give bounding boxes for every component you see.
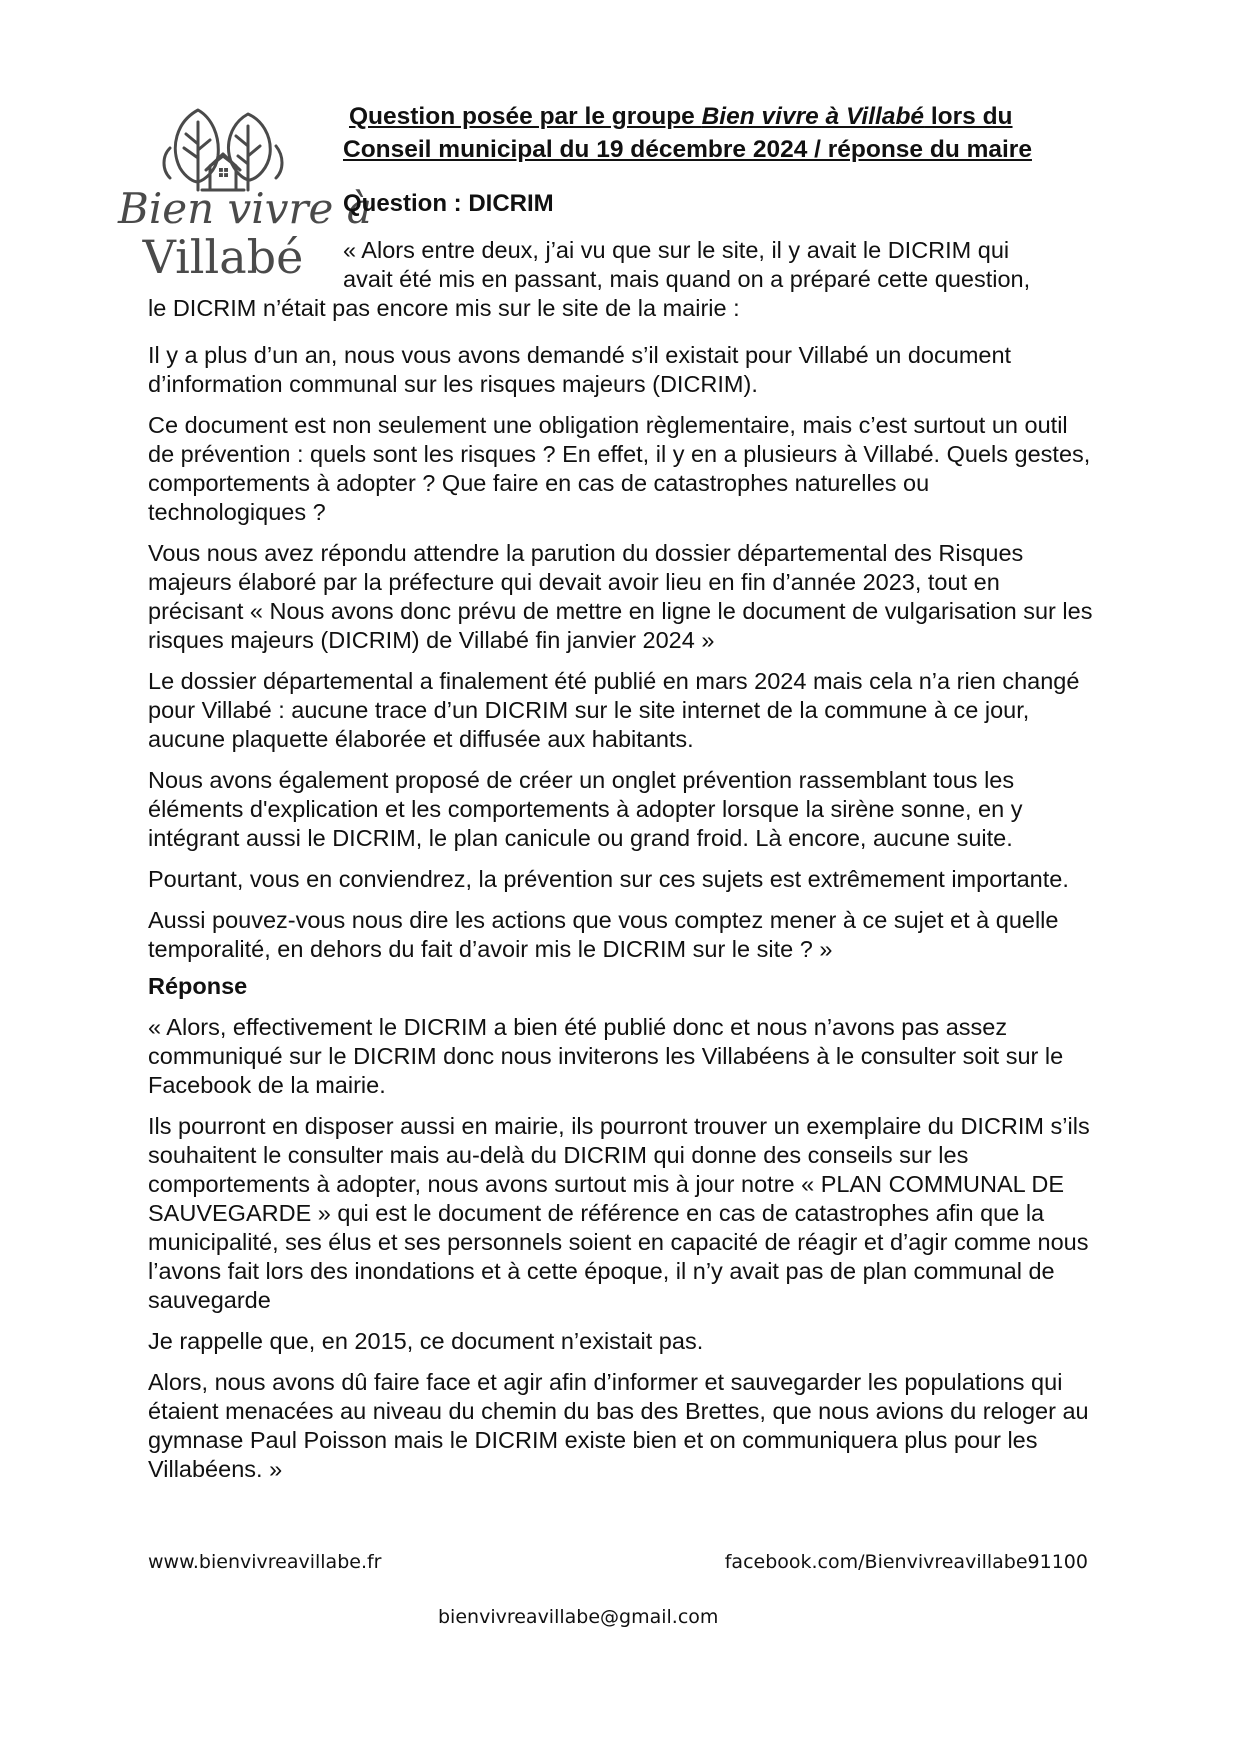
response-paragraph: « Alors, effectivement le DICRIM a bien été publié donc et nous n’avons pas assez communiqué sur le DICRIM donc nous inviterons les Villabéens à le consulter soit sur le Facebook de la mairie.: [148, 1014, 1064, 1098]
intro-line: « Alors entre deux, j’ai vu que sur le site, il y avait le DICRIM qui: [343, 237, 1010, 263]
title-line-2: Conseil municipal du 19 décembre 2024 / réponse du maire: [343, 136, 1032, 163]
title-group-name: Bien vivre à Villabé: [701, 103, 925, 130]
question-paragraph: Vous nous avez répondu attendre la parution du dossier départemental des Risques majeurs élaboré par la préfecture qui devait avoir lieu en fin d’année 2023, tout en précisant « Nous avons donc prévu de mettre en ligne le document de vulgarisation sur les risques majeurs (DICRIM) de Villabé fin janvier 2024 »: [148, 540, 1093, 653]
title-suffix: lors du: [924, 103, 1013, 130]
question-paragraph: Pourtant, vous en conviendrez, la prévention sur ces sujets est extrêmement importante.: [148, 866, 1069, 892]
footer-facebook[interactable]: facebook.com/Bienvivreavillabe91100: [724, 1551, 1088, 1573]
response-paragraph: Ils pourront en disposer aussi en mairie, ils pourront trouver un exemplaire du DICRIM s’ils souhaitent le consulter mais au-delà du DICRIM qui donne des conseils sur les comportements à adopter, nous avons surtout mis à jour notre « PLAN COMMUNAL DE SAUVEGARDE » qui est le document de référence en cas de catastrophes afin que la municipalité, ses élus et ses personnels soient en capacité de réagir et d’agir comme nous l’avons fait lors des inondations et à cette époque, il n’y avait pas de plan communal de sauvegarde: [148, 1113, 1090, 1313]
response-heading: Réponse: [148, 973, 248, 999]
response-paragraph: Je rappelle que, en 2015, ce document n’existait pas.: [148, 1328, 704, 1354]
intro-line: le DICRIM n’était pas encore mis sur le site de la mairie :: [148, 295, 740, 321]
document-title: [343, 100, 1083, 166]
footer-email[interactable]: bienvivreavillabe@gmail.com: [438, 1606, 719, 1628]
intro-line: avait été mis en passant, mais quand on a préparé cette question,: [343, 266, 1031, 292]
question-heading: Question : DICRIM: [343, 190, 554, 217]
question-paragraph: Ce document est non seulement une obligation règlementaire, mais c’est surtout un outil de prévention : quels sont les risques ? En effet, il y en a plusieurs à Villabé. Quels gestes, comportements à adopter ? Que faire en cas de catastrophes naturelles ou technologiques ?: [148, 412, 1091, 525]
question-paragraph: Le dossier départemental a finalement été publié en mars 2024 mais cela n’a rien changé pour Villabé : aucune trace d’un DICRIM sur le site internet de la commune à ce jour, aucune plaquette élaborée et diffusée aux habitants.: [148, 668, 1080, 752]
trees-and-house-icon: [158, 100, 288, 195]
logo-script-text: Bien vivre à: [118, 184, 372, 233]
footer-website[interactable]: www.bienvivreavillabe.fr: [148, 1551, 382, 1573]
logo-name-text: Villabé: [142, 230, 304, 284]
title-line-1: [343, 100, 1083, 133]
question-intro: [148, 236, 1098, 323]
title-prefix: Question posée par le groupe: [349, 103, 702, 130]
response-paragraph: Alors, nous avons dû faire face et agir afin d’informer et sauvegarder les populations qui étaient menacées au niveau du chemin du bas des Brettes, que nous avions du reloger au gymnase Paul Poisson mais le DICRIM existe bien et on communiquera plus pour les Villabéens. »: [148, 1369, 1089, 1482]
question-paragraph: Aussi pouvez-vous nous dire les actions que vous comptez mener à ce sujet et à quelle temporalité, en dehors du fait d’avoir mis le DICRIM sur le site ? »: [148, 907, 1059, 962]
document-body: [148, 341, 1093, 1496]
question-paragraph: Il y a plus d’un an, nous vous avons demandé s’il existait pour Villabé un document d’information communal sur les risques majeurs (DICRIM).: [148, 342, 1012, 397]
question-paragraph: Nous avons également proposé de créer un onglet prévention rassemblant tous les éléments d'explication et les comportements à adopter lorsque la sirène sonne, en y intégrant aussi le DICRIM, le plan canicule ou grand froid. Là encore, aucune suite.: [148, 767, 1023, 851]
